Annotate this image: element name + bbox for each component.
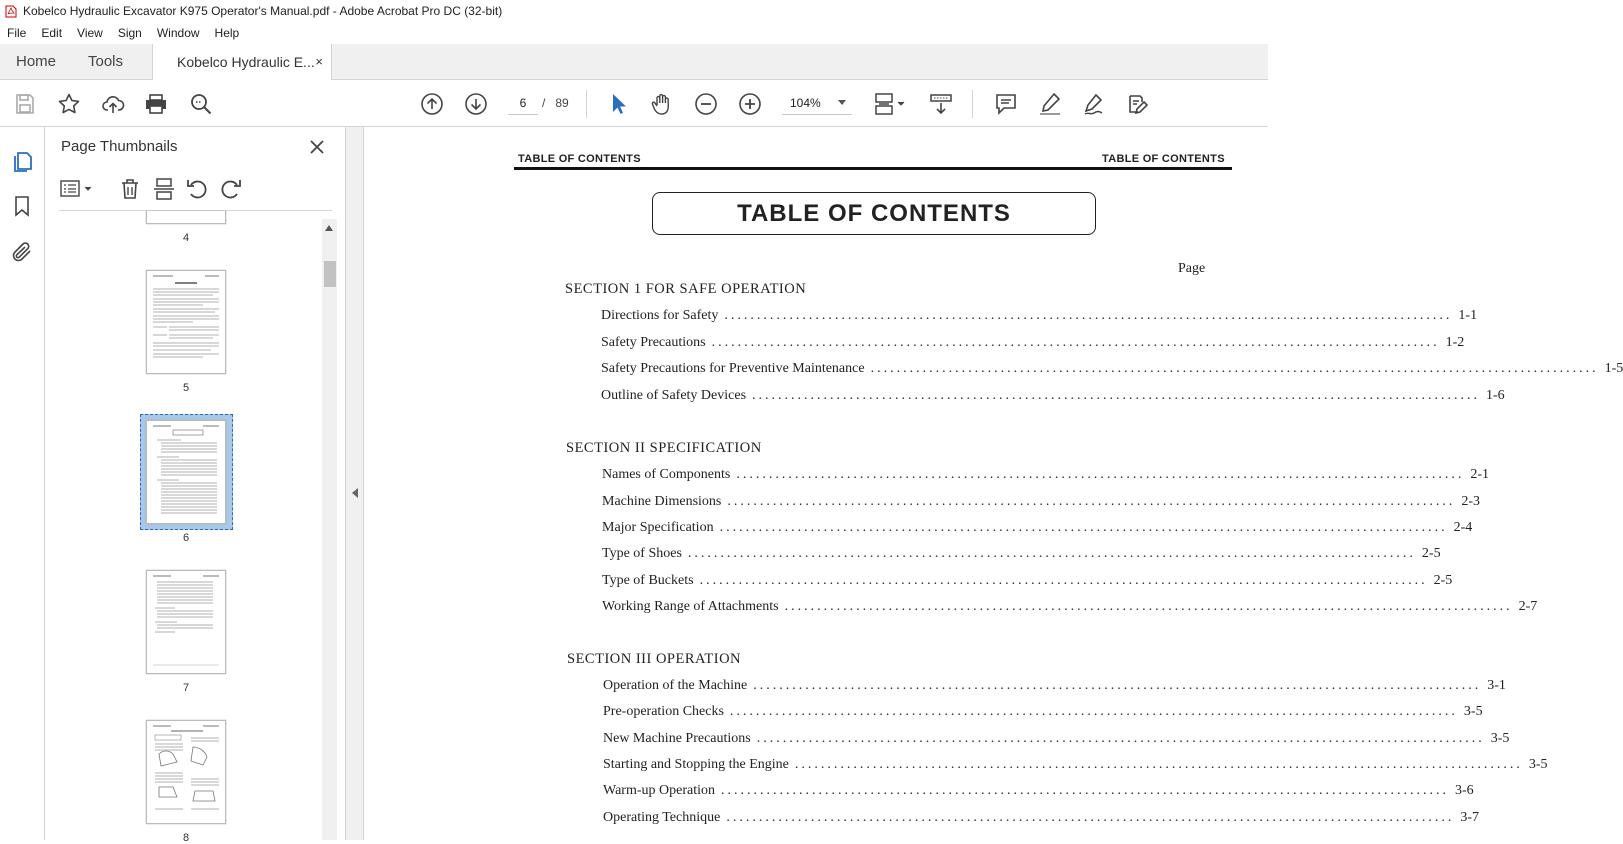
- toc-entry-page: 3-5: [1463, 704, 1483, 719]
- tab-document-label: Kobelco Hydraulic E...: [177, 54, 315, 70]
- collapse-panel-icon[interactable]: [352, 488, 358, 498]
- toc-entry[interactable]: [603, 731, 1510, 747]
- page-thumbnails-panel: [45, 127, 346, 844]
- running-header-right: TABLE OF CONTENTS: [1102, 153, 1225, 165]
- toc-entry-page: 3-5: [1528, 757, 1548, 772]
- acrobat-pdf-icon: [5, 5, 17, 18]
- arrow-down-circle-icon: [464, 92, 488, 116]
- leader-dots: ................................................................................................................: [794, 757, 1523, 772]
- leader-dots: ................................................................................................................: [724, 308, 1453, 323]
- leader-dots: ................................................................................................................: [736, 467, 1465, 482]
- hand-tool-button[interactable]: [649, 91, 675, 117]
- thumbnails-scrollbar[interactable]: [322, 219, 337, 840]
- document-view[interactable]: [364, 127, 1623, 840]
- toc-entry-page: 2-5: [1421, 546, 1441, 561]
- menu-help[interactable]: Help: [214, 26, 240, 40]
- toc-entry[interactable]: [603, 704, 1483, 720]
- page-thumbnail-7[interactable]: [146, 570, 226, 674]
- window-title: Kobelco Hydraulic Excavator K975 Operator's Manual.pdf - Adobe Acrobat Pro DC (32-bit): [23, 4, 503, 18]
- menu-file[interactable]: File: [7, 26, 27, 40]
- thumbnail-label-5: 5: [182, 382, 190, 394]
- page-thumbnail-8[interactable]: [146, 720, 226, 824]
- page-preview-5: [147, 271, 225, 373]
- toc-entry-label: Working Range of Attachments: [602, 599, 779, 614]
- toc-entry[interactable]: [601, 361, 1623, 377]
- page-number-input[interactable]: 6: [508, 91, 538, 115]
- toc-entry-page: 1-5: [1604, 361, 1623, 376]
- toc-entry-label: Directions for Safety: [601, 308, 719, 323]
- toc-entry-label: Pre-operation Checks: [603, 704, 724, 719]
- paperclip-icon: [10, 240, 34, 264]
- toc-entry-label: Warm-up Operation: [603, 783, 715, 798]
- leader-dots: ................................................................................................................: [726, 810, 1455, 825]
- toc-entry-page: 1-1: [1458, 308, 1478, 323]
- toc-entry-label: Machine Dimensions: [602, 494, 722, 509]
- search-icon: [189, 92, 213, 116]
- page-preview-7: [147, 571, 225, 673]
- toc-entry-label: Safety Precautions for Preventive Maintenance: [601, 361, 865, 376]
- toc-entry-label: Type of Buckets: [602, 573, 694, 588]
- bookmarks-nav-button[interactable]: [10, 194, 34, 218]
- rotate-counterclockwise-button[interactable]: [185, 177, 211, 201]
- page-thumbnails-nav-button[interactable]: [10, 149, 34, 173]
- toc-entry[interactable]: [603, 678, 1506, 694]
- upload-button[interactable]: [100, 91, 126, 117]
- search-button[interactable]: [188, 91, 214, 117]
- toc-entry[interactable]: [603, 810, 1480, 826]
- insert-page-icon: [152, 177, 176, 201]
- toc-entry-page: 3-1: [1487, 678, 1506, 693]
- section-heading: SECTION II SPECIFICATION: [566, 440, 762, 456]
- comment-icon: [994, 92, 1018, 116]
- toc-entry-page: 2-4: [1453, 520, 1473, 535]
- toc-entry-label: Outline of Safety Devices: [601, 388, 747, 403]
- leader-dots: ................................................................................................................: [756, 731, 1485, 746]
- zoom-out-icon: [694, 92, 718, 116]
- total-pages: 89: [555, 96, 569, 110]
- toc-entry[interactable]: [602, 599, 1538, 615]
- navigation-rail: [0, 127, 45, 840]
- close-icon[interactable]: [307, 137, 327, 157]
- close-tab-icon[interactable]: ×: [315, 54, 323, 69]
- rotate-clockwise-button[interactable]: [219, 177, 245, 201]
- page-preview-6: [147, 421, 225, 523]
- pen-draw-icon: [1082, 92, 1106, 116]
- menu-bar: [0, 22, 1268, 44]
- page-thumbnail-6[interactable]: [146, 420, 226, 524]
- page-fit-icon: [874, 92, 910, 116]
- rotate-left-icon: [185, 177, 209, 201]
- chevron-down-icon: [838, 100, 846, 105]
- save-button[interactable]: [12, 91, 38, 117]
- title-bar: [0, 0, 1268, 22]
- leader-dots: ................................................................................................................: [721, 783, 1449, 798]
- thumbnail-label-8: 8: [182, 832, 190, 844]
- zoom-out-button[interactable]: [693, 91, 719, 117]
- leader-dots: ................................................................................................................: [719, 520, 1448, 535]
- leader-dots: ................................................................................................................: [753, 678, 1482, 693]
- toc-entry-page: 1-2: [1445, 335, 1465, 350]
- toolbar-divider: [586, 90, 587, 118]
- toc-entry-page: 2-3: [1461, 494, 1481, 509]
- leader-dots: ................................................................................................................: [727, 494, 1456, 509]
- scroll-down-icon: [929, 92, 953, 116]
- draw-button[interactable]: [1081, 91, 1107, 117]
- toc-entry-page: 2-7: [1518, 599, 1538, 614]
- leader-dots: ................................................................................................................: [729, 704, 1458, 719]
- fill-sign-button[interactable]: [1125, 91, 1151, 117]
- panel-title: Page Thumbnails: [61, 138, 178, 155]
- toc-entry-label: Operating Technique: [603, 810, 721, 825]
- scroll-up-icon[interactable]: [325, 225, 333, 231]
- page-thumbnail-5[interactable]: [146, 270, 226, 374]
- zoom-in-button[interactable]: [737, 91, 763, 117]
- toolbar: [0, 80, 1268, 127]
- previous-page-button[interactable]: [419, 91, 445, 117]
- toc-entry-label: Type of Shoes: [602, 546, 682, 561]
- panel-splitter[interactable]: [346, 127, 364, 840]
- toc-entry-page: 2-5: [1433, 573, 1453, 588]
- tab-home[interactable]: Home: [16, 53, 57, 70]
- toc-entry[interactable]: [602, 467, 1489, 483]
- leader-dots: ................................................................................................................: [752, 388, 1481, 403]
- star-icon: [57, 92, 81, 116]
- tab-tools[interactable]: Tools: [88, 53, 124, 70]
- trash-icon: [118, 177, 142, 201]
- tab-document[interactable]: [152, 44, 332, 81]
- toc-entry-label: Operation of the Machine: [603, 678, 748, 693]
- highlighter-pen-icon: [1038, 92, 1062, 116]
- delete-pages-button[interactable]: [118, 177, 144, 201]
- toc-entry[interactable]: [601, 388, 1505, 404]
- tab-bar: [0, 44, 1268, 80]
- toc-entry[interactable]: [602, 546, 1441, 562]
- leader-dots: ................................................................................................................: [784, 599, 1513, 614]
- toc-entry-page: 3-5: [1490, 731, 1510, 746]
- list-options-icon: [59, 177, 95, 201]
- menu-window[interactable]: Window: [156, 26, 200, 40]
- leader-dots: ................................................................................................................: [699, 573, 1428, 588]
- scrollbar-thumb[interactable]: [324, 261, 336, 287]
- rotate-right-icon: [219, 177, 243, 201]
- toc-entry-page: 3-7: [1460, 810, 1480, 825]
- select-tool-button[interactable]: [605, 91, 631, 117]
- thumbnail-options-button[interactable]: [59, 177, 95, 201]
- toc-entry[interactable]: [601, 308, 1478, 324]
- leader-dots: ................................................................................................................: [711, 335, 1440, 350]
- running-header-left: TABLE OF CONTENTS: [518, 153, 641, 165]
- toc-entry[interactable]: [602, 573, 1453, 589]
- toc-entry[interactable]: [601, 335, 1465, 351]
- zoom-level-value: 104%: [790, 96, 821, 110]
- attachments-nav-button[interactable]: [10, 240, 34, 264]
- leader-dots: ................................................................................................................: [687, 546, 1416, 561]
- scroll-mode-button[interactable]: [928, 91, 954, 117]
- header-rule: [514, 167, 1232, 170]
- print-button[interactable]: [143, 91, 169, 117]
- thumbnail-label-6: 6: [182, 532, 190, 544]
- menu-sign[interactable]: Sign: [117, 26, 142, 40]
- toc-entry-label: Safety Precautions: [601, 335, 706, 350]
- hand-icon: [650, 92, 674, 116]
- thumbnail-label-7: 7: [182, 682, 190, 694]
- toc-entry-label: Starting and Stopping the Engine: [603, 757, 789, 772]
- printer-icon: [144, 92, 168, 116]
- comment-button[interactable]: [993, 91, 1019, 117]
- toc-entry[interactable]: [602, 494, 1481, 510]
- menu-edit[interactable]: Edit: [41, 26, 63, 40]
- thumbnail-label-4: 4: [182, 232, 190, 244]
- toc-entry-label: Names of Components: [602, 467, 731, 482]
- zoom-level-select[interactable]: [782, 91, 852, 115]
- menu-view[interactable]: View: [77, 26, 103, 40]
- page-total: [542, 91, 569, 115]
- toc-entry-page: 1-6: [1486, 388, 1505, 403]
- section-heading: SECTION 1 FOR SAFE OPERATION: [565, 281, 807, 297]
- section-heading: SECTION III OPERATION: [567, 651, 742, 667]
- toc-entry-label: New Machine Precautions: [603, 731, 751, 746]
- cursor-arrow-icon: [606, 92, 630, 116]
- zoom-in-icon: [738, 92, 762, 116]
- insert-pages-button[interactable]: [152, 177, 178, 201]
- cloud-upload-icon: [101, 92, 125, 116]
- toc-entry-page: 2-1: [1470, 467, 1489, 482]
- highlight-button[interactable]: [1037, 91, 1063, 117]
- document-title: TABLE OF CONTENTS: [652, 192, 1096, 235]
- page-thumbnail-4[interactable]: [146, 211, 226, 224]
- page-preview-8: [147, 721, 225, 823]
- toc-entry-page: 3-6: [1455, 783, 1474, 798]
- toc-entry-label: Major Specification: [602, 520, 714, 535]
- bookmark-icon: [10, 194, 34, 218]
- page-display-button[interactable]: [874, 91, 910, 117]
- bookmark-star-button[interactable]: [56, 91, 82, 117]
- toc-entry[interactable]: [602, 520, 1473, 536]
- page-separator: /: [542, 96, 546, 110]
- page-column-heading: Page: [1178, 261, 1206, 276]
- toc-entry[interactable]: [603, 757, 1548, 773]
- next-page-button[interactable]: [463, 91, 489, 117]
- arrow-up-circle-icon: [420, 92, 444, 116]
- page-thumbnails-icon: [10, 149, 34, 173]
- toc-entry[interactable]: [603, 783, 1474, 799]
- leader-dots: ................................................................................................................: [870, 361, 1599, 376]
- sign-document-icon: [1126, 92, 1150, 116]
- toolbar-divider: [972, 90, 973, 118]
- save-icon: [13, 92, 37, 116]
